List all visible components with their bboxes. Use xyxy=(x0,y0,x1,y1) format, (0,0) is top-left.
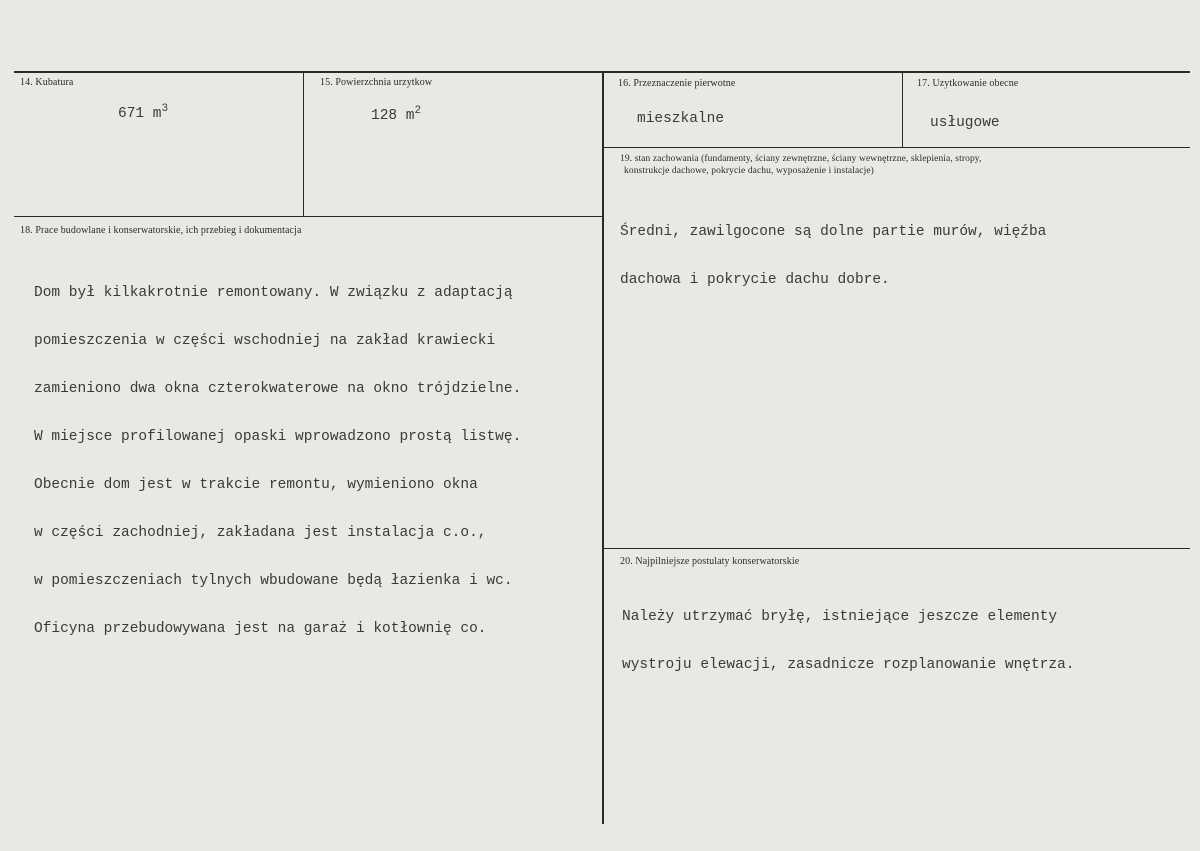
text-line: Oficyna przebudowywana jest na garaż i kotłownię co. xyxy=(34,621,487,637)
field-18-text xyxy=(34,253,521,669)
cubature-value: 671 m xyxy=(118,106,162,122)
text-line: Dom był kilkakrotnie remontowany. W związku z adaptacją xyxy=(34,285,513,301)
text-line: Obecnie dom jest w trakcie remontu, wymieniono okna xyxy=(34,477,478,493)
text-line: dachowa i pokrycie dachu dobre. xyxy=(620,272,890,288)
area-value: 128 m xyxy=(371,108,415,124)
field-16-value: mieszkalne xyxy=(637,111,725,127)
field-19-label: 19. stan zachowania (fundamenty, ściany zewnętrzne, ściany wewnętrzne, sklepienia, stropy, xyxy=(620,154,982,164)
field-15-value xyxy=(371,105,422,124)
field-17-label: 17. Uzytkowanie obecne xyxy=(917,78,1019,89)
text-line: Należy utrzymać bryłę, istniejące jeszcze elementy xyxy=(622,609,1058,625)
text-line: wystroju elewacji, zasadnicze rozplanowanie wnętrza. xyxy=(622,657,1075,673)
field-14-label: 14. Kubatura xyxy=(20,77,74,88)
field-20-text xyxy=(622,577,1074,705)
vertical-divider-16-17 xyxy=(902,72,903,148)
text-line: Średni, zawilgocone są dolne partie murów, więźba xyxy=(620,224,1047,240)
text-line: W miejsce profilowanej opaski wprowadzono prostą listwę. xyxy=(34,429,522,445)
field-20-label: 20. Najpilniejsze postulaty konserwatorskie xyxy=(620,556,800,567)
field-19-text xyxy=(620,192,1046,320)
cubature-unit-exponent: 3 xyxy=(161,103,169,116)
field-18-label: 18. Prace budowlane i konserwatorskie, ich przebieg i dokumentacja xyxy=(20,225,302,236)
field-17-value: usługowe xyxy=(930,115,1000,131)
rule-above-20 xyxy=(603,548,1190,549)
text-line: w części zachodniej, zakładana jest instalacja c.o., xyxy=(34,525,487,541)
vertical-divider-14-15 xyxy=(303,72,304,216)
field-16-label: 16. Przeznaczenie pierwotne xyxy=(618,78,736,89)
text-line: w pomieszczeniach tylnych wbudowane będą łazienka i wc. xyxy=(34,573,513,589)
text-line: zamieniono dwa okna czterokwaterowe na okno trójdzielne. xyxy=(34,381,522,397)
field-15-label: 15. Powierzchnia urzytkow xyxy=(320,77,433,88)
rule-above-19 xyxy=(603,147,1190,148)
field-14-value xyxy=(118,103,169,122)
field-19-label-continued: konstrukcje dachowe, pokrycie dachu, wyposażenie i instalacje) xyxy=(624,166,874,176)
area-unit-exponent: 2 xyxy=(414,105,422,118)
text-line: pomieszczenia w części wschodniej na zakład krawiecki xyxy=(34,333,496,349)
main-vertical-divider xyxy=(602,72,604,824)
rule-above-18 xyxy=(14,216,603,217)
